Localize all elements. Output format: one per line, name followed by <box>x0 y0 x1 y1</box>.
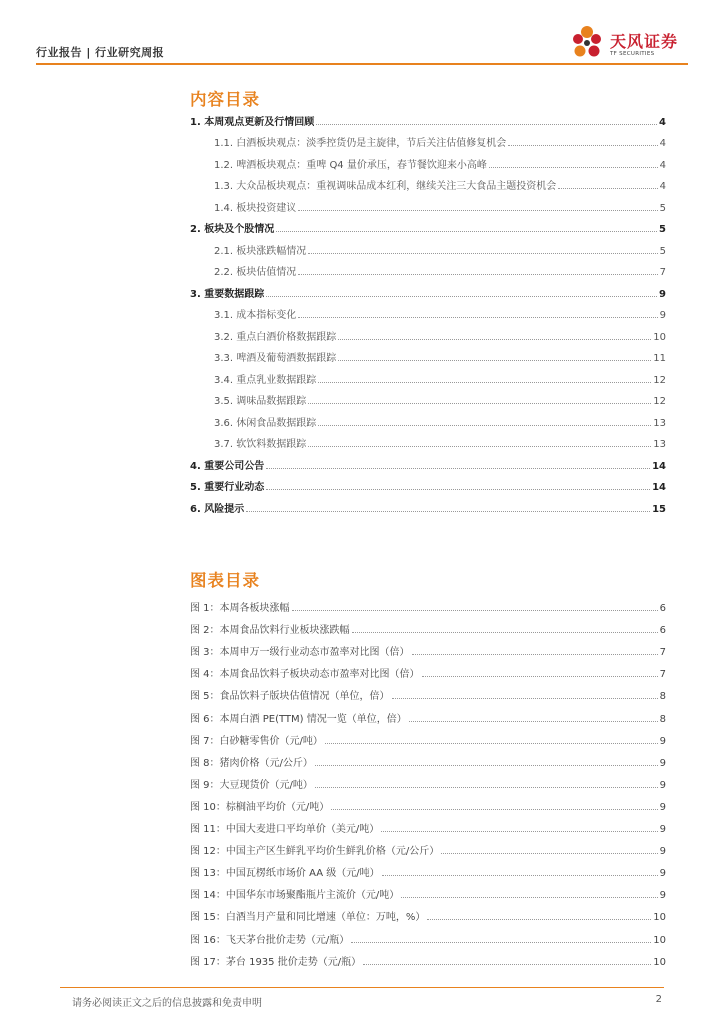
dot-leader <box>401 897 657 898</box>
figure-entry[interactable] <box>190 702 666 724</box>
toc-entry[interactable] <box>190 472 666 494</box>
toc-entry-text: 1.1. 白酒板块观点：淡季控货仍是主旋律，节后关注估值修复机会 <box>214 138 507 149</box>
figure-entry[interactable] <box>190 946 666 968</box>
toc-entry-page: 12 <box>653 374 666 386</box>
dot-leader <box>276 231 657 232</box>
toc-entry-page: 13 <box>653 439 666 450</box>
figure-entry-text: 图 7：白砂糖零售价（元/吨） <box>190 735 323 747</box>
toc-entry-text: 1. 本周观点更新及行情回顾 <box>190 116 315 128</box>
figure-entry[interactable] <box>190 769 666 791</box>
figure-entry[interactable] <box>190 857 666 879</box>
dot-leader <box>266 468 650 469</box>
dot-leader <box>315 765 658 766</box>
figure-entry-text: 图 2：本周食品饮料行业板块涨跌幅 <box>190 625 350 637</box>
toc-entry-page: 12 <box>653 396 666 407</box>
dot-leader <box>441 853 657 854</box>
figure-entry-page: 10 <box>653 956 666 968</box>
toc-entry-page: 13 <box>653 417 666 429</box>
figure-entry-page: 10 <box>653 934 666 946</box>
dot-leader <box>308 446 651 447</box>
toc-entry-page: 10 <box>653 331 666 343</box>
figure-entry-page: 9 <box>659 890 666 902</box>
dot-leader <box>292 610 658 611</box>
dot-leader <box>298 274 657 275</box>
dot-leader <box>338 339 651 340</box>
toc-entry-page: 5 <box>659 245 666 257</box>
toc-entry-page: 5 <box>659 224 666 235</box>
figure-entry-page: 6 <box>659 625 666 637</box>
figure-entry-text: 图 4：本周食品饮料子板块动态市盈率对比图（倍） <box>190 669 420 681</box>
figure-entry-text: 图 12：中国主产区生鲜乳平均价生鲜乳价格（元/公斤） <box>190 846 440 858</box>
figure-entry-text: 图 17：茅台 1935 批价走势（元/瓶） <box>190 956 362 968</box>
dot-leader <box>381 831 657 832</box>
dot-leader <box>489 167 658 168</box>
toc-entry-page: 7 <box>659 267 666 278</box>
page-number: 2 <box>655 994 662 1005</box>
figure-entry-page: 9 <box>659 735 666 747</box>
toc-entry-text: 2.1. 板块涨跌幅情况 <box>214 245 307 257</box>
dot-leader <box>298 210 657 211</box>
toc-entry[interactable] <box>190 300 666 322</box>
toc-entry-text: 1.3. 大众品板块观点：重视调味品成本红利，继续关注三大食品主题投资机会 <box>214 181 557 192</box>
toc-title: 内容目录 <box>190 90 260 109</box>
figure-entry[interactable] <box>190 592 666 614</box>
figure-entry-page: 9 <box>659 868 666 880</box>
toc-entry-text: 3.3. 啤酒及葡萄酒数据跟踪 <box>214 353 337 364</box>
dot-leader <box>331 809 657 810</box>
toc-entry-text: 2. 板块及个股情况 <box>190 224 275 235</box>
dot-leader <box>308 403 651 404</box>
petal-logo-icon <box>568 22 606 62</box>
toc-entry-text: 3.5. 调味品数据跟踪 <box>214 396 307 407</box>
dot-leader <box>351 942 651 943</box>
dot-leader <box>392 698 658 699</box>
figure-entry[interactable] <box>190 614 666 636</box>
dot-leader <box>266 296 657 297</box>
toc-entry-text: 3.4. 重点乳业数据跟踪 <box>214 374 317 386</box>
figure-entry-text: 图 9：大豆现货价（元/吨） <box>190 779 313 791</box>
figure-entry[interactable] <box>190 923 666 945</box>
dot-leader <box>427 919 651 920</box>
toc-entry-page: 9 <box>659 310 666 321</box>
dot-leader <box>363 964 651 965</box>
toc-entry[interactable] <box>190 278 666 300</box>
figure-entry-page: 9 <box>659 779 666 791</box>
dot-leader <box>412 654 658 655</box>
report-category: 行业报告 | 行业研究周报 <box>36 46 165 59</box>
figure-entry[interactable] <box>190 747 666 769</box>
disclaimer-text: 请务必阅读正文之后的信息披露和免责申明 <box>72 998 262 1009</box>
figure-entry[interactable] <box>190 636 666 658</box>
figure-entry-page: 9 <box>659 801 666 813</box>
figure-entry-text: 图 5：食品饮料子版块估值情况（单位，倍） <box>190 691 390 703</box>
figure-entry[interactable] <box>190 901 666 923</box>
figure-entry-page: 8 <box>659 713 666 725</box>
toc-entry-text: 3.7. 软饮料数据跟踪 <box>214 439 307 450</box>
toc-entry-text: 1.4. 板块投资建议 <box>214 202 297 214</box>
table-of-contents <box>190 106 666 515</box>
figure-entry[interactable] <box>190 879 666 901</box>
toc-entry-page: 9 <box>659 288 666 300</box>
toc-entry-page: 15 <box>652 503 666 515</box>
brand-name-en: TF SECURITIES <box>610 51 655 57</box>
dot-leader <box>308 253 657 254</box>
toc-entry[interactable] <box>190 214 666 236</box>
header-divider <box>36 63 688 65</box>
toc-entry[interactable] <box>190 493 666 515</box>
toc-entry[interactable] <box>190 192 666 214</box>
figure-entry-page: 10 <box>653 912 666 924</box>
figure-entry-text: 图 16：飞天茅台批价走势（元/瓶） <box>190 934 350 946</box>
toc-entry-page: 14 <box>652 482 666 493</box>
toc-entry-page: 14 <box>652 460 666 472</box>
dot-leader <box>246 511 650 512</box>
dot-leader <box>409 721 658 722</box>
toc-entry-text: 6. 风险提示 <box>190 503 245 515</box>
dot-leader <box>422 676 658 677</box>
dot-leader <box>316 124 657 125</box>
toc-entry-text: 3.1. 成本指标变化 <box>214 310 297 321</box>
dot-leader <box>266 489 650 490</box>
dot-leader <box>558 188 657 189</box>
dot-leader <box>325 743 658 744</box>
list-of-figures <box>190 592 666 968</box>
toc-entry-text: 3.6. 休闲食品数据跟踪 <box>214 417 317 429</box>
figure-entry[interactable] <box>190 791 666 813</box>
footer-divider <box>60 987 664 988</box>
figure-entry-page: 9 <box>659 757 666 769</box>
dot-leader <box>318 382 651 383</box>
dot-leader <box>382 875 658 876</box>
lof-title: 图表目录 <box>190 571 260 590</box>
figure-entry[interactable] <box>190 680 666 702</box>
figure-entry-page: 6 <box>659 603 666 615</box>
toc-entry-page: 4 <box>659 138 666 149</box>
toc-entry-page: 11 <box>653 353 666 364</box>
figure-entry-text: 图 8：猪肉价格（元/公斤） <box>190 757 313 769</box>
toc-entry[interactable] <box>190 128 666 150</box>
figure-entry-page: 7 <box>659 669 666 681</box>
figure-entry-text: 图 10：棕榈油平均价（元/吨） <box>190 801 330 813</box>
toc-entry[interactable] <box>190 386 666 408</box>
figure-entry-page: 7 <box>659 647 666 659</box>
toc-entry-text: 5. 重要行业动态 <box>190 482 265 493</box>
figure-entry-text: 图 14：中国华东市场聚酯瓶片主流价（元/吨） <box>190 890 400 902</box>
toc-entry-page: 4 <box>659 181 666 192</box>
toc-entry[interactable] <box>190 364 666 386</box>
toc-entry-text: 4. 重要公司公告 <box>190 460 265 472</box>
toc-entry[interactable] <box>190 343 666 365</box>
figure-entry-page: 8 <box>659 691 666 703</box>
figure-entry-text: 图 6：本周白酒 PE(TTM) 情况一览（单位，倍） <box>190 713 407 725</box>
figure-entry-text: 图 11：中国大麦进口平均单价（美元/吨） <box>190 824 380 836</box>
figure-entry-page: 9 <box>659 824 666 836</box>
toc-entry-page: 5 <box>659 202 666 214</box>
toc-entry-text: 3. 重要数据跟踪 <box>190 288 265 300</box>
dot-leader <box>352 632 658 633</box>
figure-entry-text: 图 1：本周各板块涨幅 <box>190 603 290 615</box>
figure-entry-page: 9 <box>659 846 666 858</box>
toc-entry[interactable] <box>190 257 666 279</box>
figure-entry-text: 图 13：中国瓦楞纸市场价 AA 级（元/吨） <box>190 868 380 880</box>
figure-entry[interactable] <box>190 813 666 835</box>
toc-entry-text: 2.2. 板块估值情况 <box>214 267 297 278</box>
figure-entry-text: 图 15：白酒当月产量和同比增速（单位：万吨，%） <box>190 912 426 924</box>
dot-leader <box>298 317 657 318</box>
toc-entry[interactable] <box>190 429 666 451</box>
toc-entry[interactable] <box>190 450 666 472</box>
toc-entry-text: 1.2. 啤酒板块观点：重啤 Q4 量价承压，春节餐饮迎来小高峰 <box>214 159 487 171</box>
figure-entry[interactable] <box>190 835 666 857</box>
figure-entry[interactable] <box>190 725 666 747</box>
toc-entry[interactable] <box>190 149 666 171</box>
toc-entry-page: 4 <box>659 159 666 171</box>
dot-leader <box>508 145 657 146</box>
figure-entry[interactable] <box>190 658 666 680</box>
toc-entry[interactable] <box>190 171 666 193</box>
toc-entry-page: 4 <box>659 116 666 128</box>
dot-leader <box>338 360 651 361</box>
tf-securities-logo <box>568 22 678 62</box>
dot-leader <box>318 425 651 426</box>
dot-leader <box>315 787 658 788</box>
toc-entry[interactable] <box>190 235 666 257</box>
toc-entry[interactable] <box>190 321 666 343</box>
brand-name-cn: 天风证券 <box>610 32 679 51</box>
figure-entry-text: 图 3：本周申万一级行业动态市盈率对比图（倍） <box>190 647 410 659</box>
toc-entry[interactable] <box>190 407 666 429</box>
toc-entry-text: 3.2. 重点白酒价格数据跟踪 <box>214 331 337 343</box>
toc-entry[interactable] <box>190 106 666 128</box>
